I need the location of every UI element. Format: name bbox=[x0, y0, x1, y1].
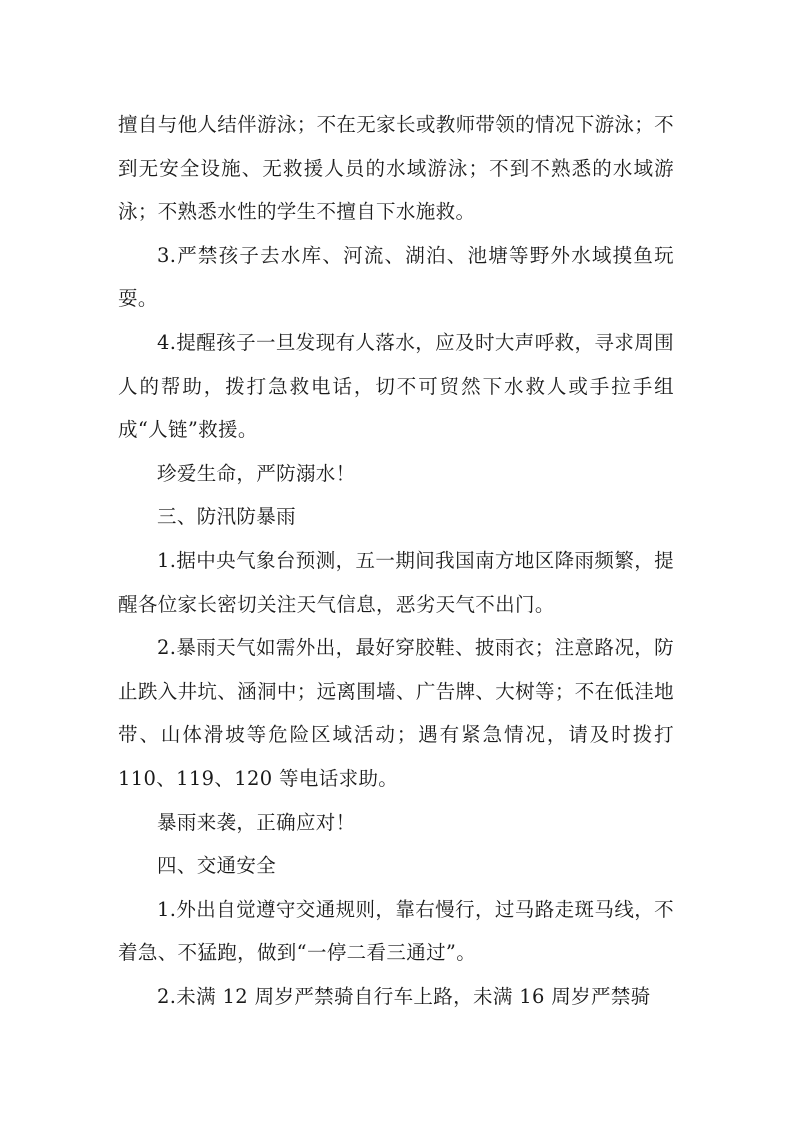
paragraph-weather-forecast: 1.据中央气象台预测，五一期间我国南方地区降雨频繁，提醒各位家长密切关注天气信息，恶劣天气不出门。 bbox=[118, 548, 674, 616]
paragraph-call-for-help: 4.提醒孩子一旦发现有人落水，应及时大声呼救，寻求周围人的帮助，拨打急救电话，切不可贸然下水救人或手拉手组成“人链”救援。 bbox=[118, 330, 674, 442]
paragraph-swimming-rules-continued: 擅自与他人结伴游泳；不在无家长或教师带领的情况下游泳；不到无安全设施、无救援人员的水域游泳；不到不熟悉的水域游泳；不熟悉水性的学生不擅自下水施救。 bbox=[118, 113, 674, 224]
document-body bbox=[118, 103, 674, 1018]
paragraph-rainstorm-safety: 2.暴雨天气如需外出，最好穿胶鞋、披雨衣；注意路况，防止跌入井坑、涵洞中；远离围墙、广告牌、大树等；不在低洼地带、山体滑坡等危险区域活动；遇有紧急情况，请及时拨打 110、119、120 等电话求助。 bbox=[118, 636, 674, 790]
slogan-rainstorm: 暴雨来袭，正确应对！ bbox=[157, 810, 356, 834]
section-heading-flood: 三、防汛防暴雨 bbox=[157, 505, 296, 529]
section-heading-traffic: 四、交通安全 bbox=[157, 854, 277, 878]
paragraph-cycling-age: 2.未满 12 周岁严禁骑自行车上路，未满 16 周岁严禁骑 bbox=[157, 984, 651, 1008]
paragraph-no-wild-waters: 3.严禁孩子去水库、河流、湖泊、池塘等野外水域摸鱼玩耍。 bbox=[118, 243, 674, 311]
paragraph-traffic-rules: 1.外出自觉遵守交通规则，靠右慢行，过马路走斑马线，不着急、不猛跑，做到“一停二看三通过”。 bbox=[118, 897, 674, 965]
slogan-prevent-drowning: 珍爱生命，严防溺水！ bbox=[157, 461, 356, 485]
